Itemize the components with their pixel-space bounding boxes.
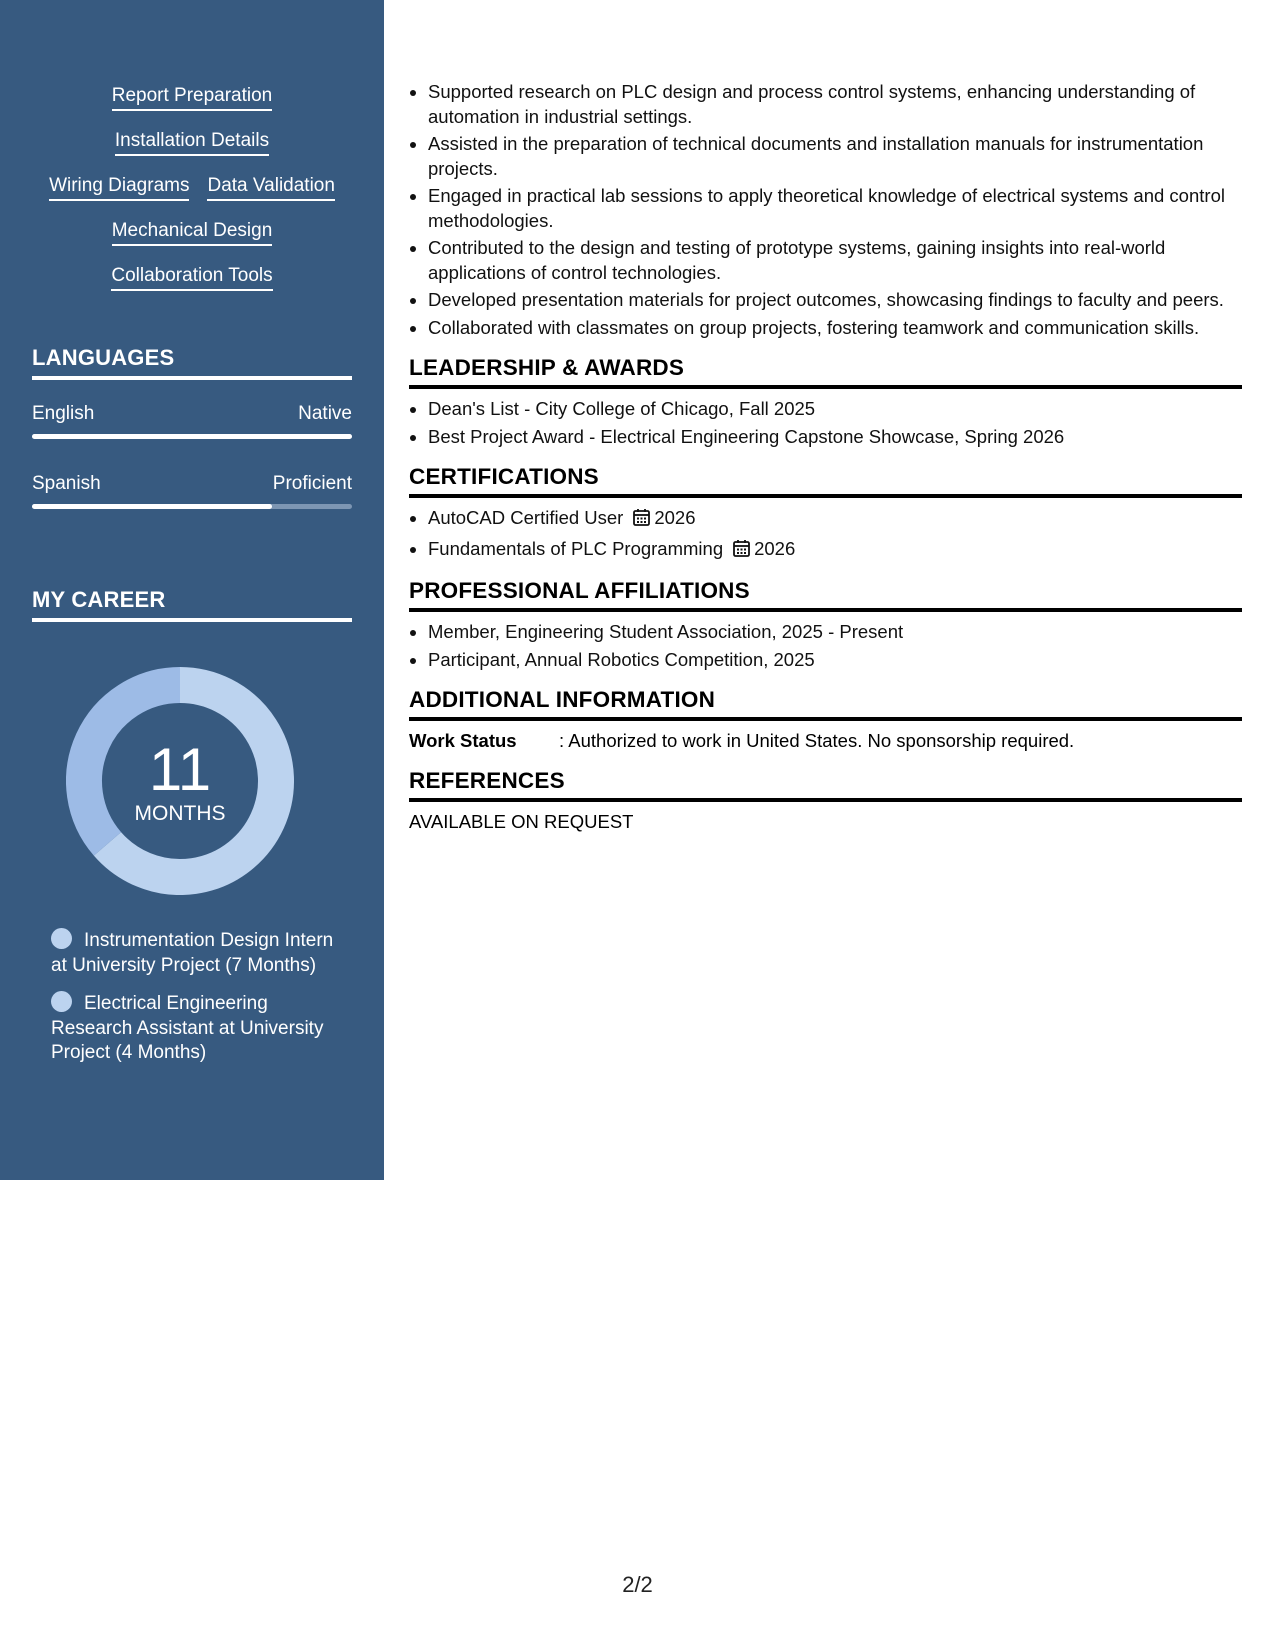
experience-bullets [409,80,1242,340]
sidebar [0,0,384,1180]
skill-tag: Wiring Diagrams [49,174,189,201]
certifications-list [409,506,1242,563]
language-name: English [32,403,95,424]
skill-row [0,219,384,264]
language-bar-fill [32,434,352,439]
list-item: • Supported research on PLC design and process control systems, enhancing understanding of automation in industrial settings. [428,80,1242,129]
references-heading: REFERENCES [409,767,1242,802]
skill-tag: Installation Details [115,129,269,156]
list-item: • Engaged in practical lab sessions to apply theoretical knowledge of electrical systems and control methodologies. [428,184,1242,233]
list-item: • Best Project Award - Electrical Engineering Capstone Showcase, Spring 2026 [428,425,1242,450]
references-text: AVAILABLE ON REQUEST [409,811,634,832]
skills-list [0,84,384,309]
certification-item [428,537,1242,564]
list-item: • Contributed to the design and testing of prototype systems, gaining insights into real-world applications of control technologies. [428,236,1242,285]
skill-tag: Data Validation [207,174,334,201]
main-content [409,80,1242,834]
language-english [32,402,352,439]
legend-label: Instrumentation Design Intern at University Project (7 Months) [51,930,334,976]
language-bar-fill [32,504,272,509]
work-status-value: : Authorized to work in United States. No sponsorship required. [559,730,1075,751]
donut-center [66,667,294,895]
page-number: 2/2 [622,1572,653,1597]
career-legend [51,928,341,1079]
work-status-row [409,729,1242,753]
list-item: • Participant, Annual Robotics Competition, 2025 [428,648,1242,673]
additional-info-heading: ADDITIONAL INFORMATION [409,686,1242,721]
legend-dot [51,928,72,949]
language-bar [32,434,352,439]
skill-tag: Collaboration Tools [111,264,272,291]
list-item: • Collaborated with classmates on group projects, fostering teamwork and communication skills. [428,316,1242,341]
certification-year: 2026 [754,537,796,559]
skill-row [0,84,384,129]
legend-item [51,928,341,978]
career-total: 11 [148,736,212,803]
career-donut-chart [66,667,294,895]
language-level: Native [298,403,352,424]
leadership-list [409,397,1242,449]
legend-label: Electrical Engineering Research Assistant at University Project (4 Months) [51,993,324,1063]
certifications-heading: CERTIFICATIONS [409,463,1242,498]
skill-row [0,174,384,219]
calendar-icon [633,508,650,533]
skill-tag: Mechanical Design [112,219,273,246]
leadership-heading: LEADERSHIP & AWARDS [409,354,1242,389]
certification-item [428,506,1242,533]
language-level: Proficient [272,473,352,494]
certification-name: Fundamentals of PLC Programming [428,537,724,559]
career-unit: MONTHS [134,802,226,825]
skill-row [0,264,384,309]
list-item: • Assisted in the preparation of technical documents and installation manuals for instrumentation projects. [428,132,1242,181]
language-name: Spanish [32,473,101,494]
affiliations-heading: PROFESSIONAL AFFILIATIONS [409,577,1242,612]
career-heading: MY CAREER [32,586,352,622]
languages-heading: LANGUAGES [32,344,352,380]
list-item: • Member, Engineering Student Association, 2025 - Present [428,620,1242,645]
affiliations-list [409,620,1242,672]
list-item: • Developed presentation materials for project outcomes, showcasing findings to faculty and peers. [428,288,1242,313]
skill-row [0,129,384,174]
work-status-label: Work Status [409,730,517,751]
skill-tag: Report Preparation [112,84,273,111]
language-bar [32,504,352,509]
list-item: • Dean's List - City College of Chicago, Fall 2025 [428,397,1242,422]
certification-name: AutoCAD Certified User [428,507,624,528]
legend-dot [51,991,72,1012]
legend-item [51,991,341,1066]
certification-year: 2026 [654,507,696,528]
calendar-icon [733,539,750,564]
language-spanish [32,472,352,509]
